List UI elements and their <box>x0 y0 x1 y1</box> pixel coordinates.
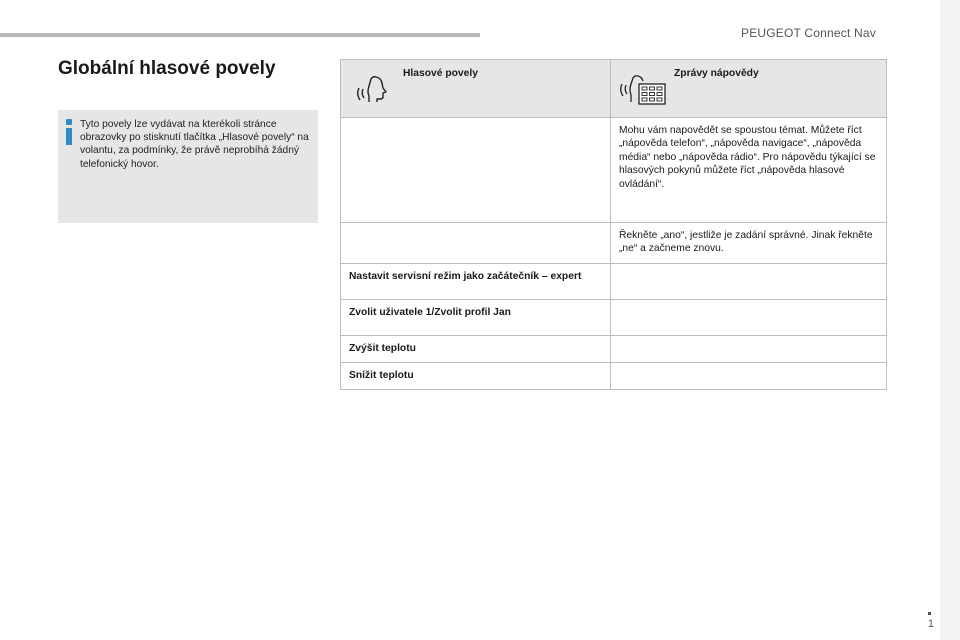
page-number: 1 <box>927 618 934 630</box>
command-cell: Nastavit servisní režim jako začátečník – expert <box>341 264 611 300</box>
page-title: Globální hlasové povely <box>58 58 276 79</box>
help-cell: Řekněte „ano“, jestliže je zadání správné. Jinak řekněte „ne“ a začneme znovu. <box>611 223 887 264</box>
command-cell: Snížit teplotu <box>341 363 611 390</box>
help-cell <box>611 300 887 336</box>
header-cell-commands <box>341 60 611 118</box>
header-cell-help <box>611 60 887 118</box>
table-row <box>341 223 887 264</box>
table-header-row <box>341 60 887 118</box>
table-row <box>341 300 887 336</box>
table-row <box>341 118 887 223</box>
info-box <box>58 110 318 223</box>
top-rule <box>0 33 480 37</box>
header-brand: PEUGEOT Connect Nav <box>741 26 876 40</box>
command-cell <box>341 118 611 223</box>
command-cell: Zvýšit teplotu <box>341 336 611 363</box>
table-row <box>341 264 887 300</box>
command-cell <box>341 223 611 264</box>
voice-help-screen-icon <box>620 74 668 109</box>
help-cell <box>611 363 887 390</box>
command-cell: Zvolit uživatele 1/Zvolit profil Jan <box>341 300 611 336</box>
voice-commands-table <box>340 59 887 390</box>
voice-command-icon <box>357 74 391 107</box>
table-row <box>341 363 887 390</box>
help-cell <box>611 264 887 300</box>
help-cell: Mohu vám napovědět se spoustou témat. Můžete říct „nápověda telefon“, „nápověda navigace“, „nápověda média“ nebo „nápověda rádio“. Pro nápovědu týkající se hlasových pokynů můžete říct „nápověda hlasové ovládání“. <box>611 118 887 223</box>
help-cell <box>611 336 887 363</box>
header-commands-label: Hlasové povely <box>403 68 478 79</box>
info-icon <box>65 119 73 149</box>
page-marker-dot <box>928 612 931 615</box>
right-margin-strip <box>940 0 960 640</box>
info-text: Tyto povely lze vydávat na kterékoli stránce obrazovky po stisknutí tlačítka „Hlasové povely“ na volantu, za podmínky, že právě neprobíhá žádný telefonický hovor. <box>80 119 309 170</box>
table-row <box>341 336 887 363</box>
header-help-label: Zprávy nápovědy <box>674 68 759 79</box>
